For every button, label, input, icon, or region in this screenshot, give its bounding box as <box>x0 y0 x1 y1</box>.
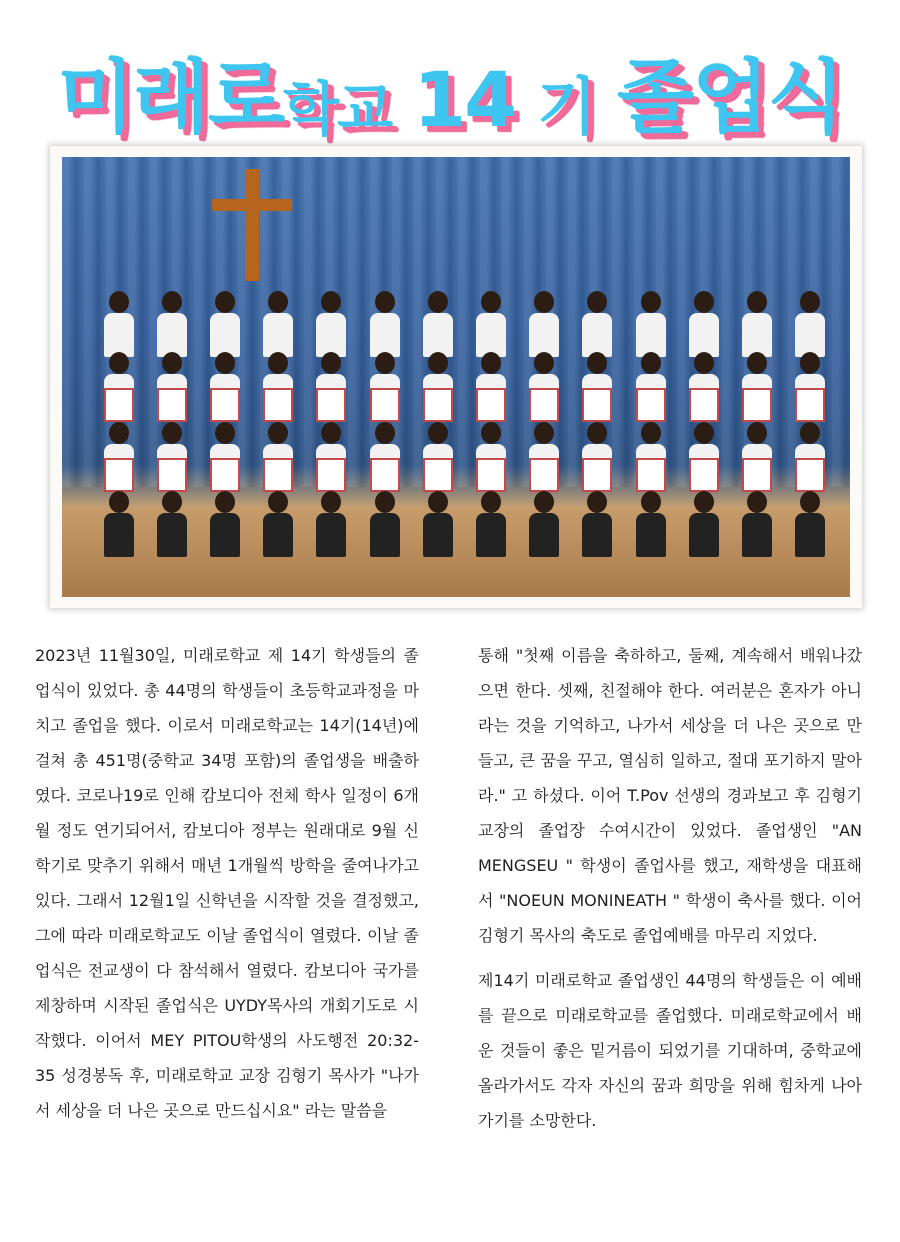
cross-icon <box>245 169 259 281</box>
title-part-school: 학교 <box>283 75 392 143</box>
photo-row-middle <box>92 352 837 422</box>
article-paragraph: 2023년 11월30일, 미래로학교 제 14기 학생들의 졸업식이 있었다. 총 44명의 학생들이 초등학교과정을 마치고 졸업을 했다. 이로서 미래로학교는 14기(14년)에 걸쳐 총 451명(중학교 34명 포함)의 졸업생을 배출하였다. 코로나19로 인해 캄보디아 전체 학사 일정이 6개월 정도 연기되어서, 캄보디아 정부는 원래대로 9월 신학기로 맞추기 위해서 매년 1개월씩 방학을 줄여나가고 있다. 그래서 12월1일 신학년을 시작할 것을 결정했고, 그에 따라 미래로학교도 이날 졸업식이 열렸다. 이날 졸업식은 전교생이 다 참석해서 열렸다. 캄보디아 국가를 제창하며 시작된 졸업식은 UYDY목사의 개회기도로 시작했다. 이어서 MEY PITOU학생의 사도행전 20:32-35 성경봉독 후, 미래로학교 교장 김형기 목사가 "나가서 세상을 더 나은 곳으로 만드십시요" 라는 말씀을 <box>35 646 419 1120</box>
article-paragraph: 통해 "첫째 이름을 축하하고, 둘째, 계속해서 배워나갔으면 한다. 셋째, 친절해야 한다. 여러분은 혼자가 아니라는 것을 기억하고, 나가서 세상을 더 나은 곳으로 만들고, 큰 꿈을 꾸고, 열심히 일하고, 절대 포기하지 말아라." 고 하셨다. 이어 T.Pov 선생의 경과보고 후 김형기 교장의 졸업장 수여시간이 있었다. 졸업생인 "AN MENGSEU " 학생이 졸업사를 했고, 재학생을 대표해서 "NOEUN MONINEATH " 학생이 축사를 했다. 이어 김형기 목사의 축도로 졸업예배를 마무리 지었다. <box>478 646 862 945</box>
student-group <box>92 277 837 552</box>
graduation-group-photo <box>62 157 850 597</box>
cross-icon-bar <box>212 199 292 211</box>
title-part-ki: 기 <box>536 70 595 143</box>
photo-row-front <box>92 422 837 492</box>
photo-row-seated <box>92 487 837 557</box>
article-column-left <box>35 638 419 1128</box>
title-part-graduation: 졸업식 <box>616 51 843 144</box>
title-part-school-name: 미래로 <box>57 51 284 144</box>
photo-frame <box>50 146 862 608</box>
photo-row-back <box>92 287 837 357</box>
article-paragraph: 제14기 미래로학교 졸업생인 44명의 학생들은 이 예배를 끝으로 미래로학교를 졸업했다. 미래로학교에서 배운 것들이 좋은 밑거름이 되었기를 기대하며, 중학교에 올라가서도 각자 자신의 꿈과 희망을 위해 힘차게 나아가기를 소망한다. <box>478 971 862 1130</box>
page-title <box>0 28 900 144</box>
article-column-right <box>478 638 862 1148</box>
title-part-number: 14 <box>413 55 515 144</box>
